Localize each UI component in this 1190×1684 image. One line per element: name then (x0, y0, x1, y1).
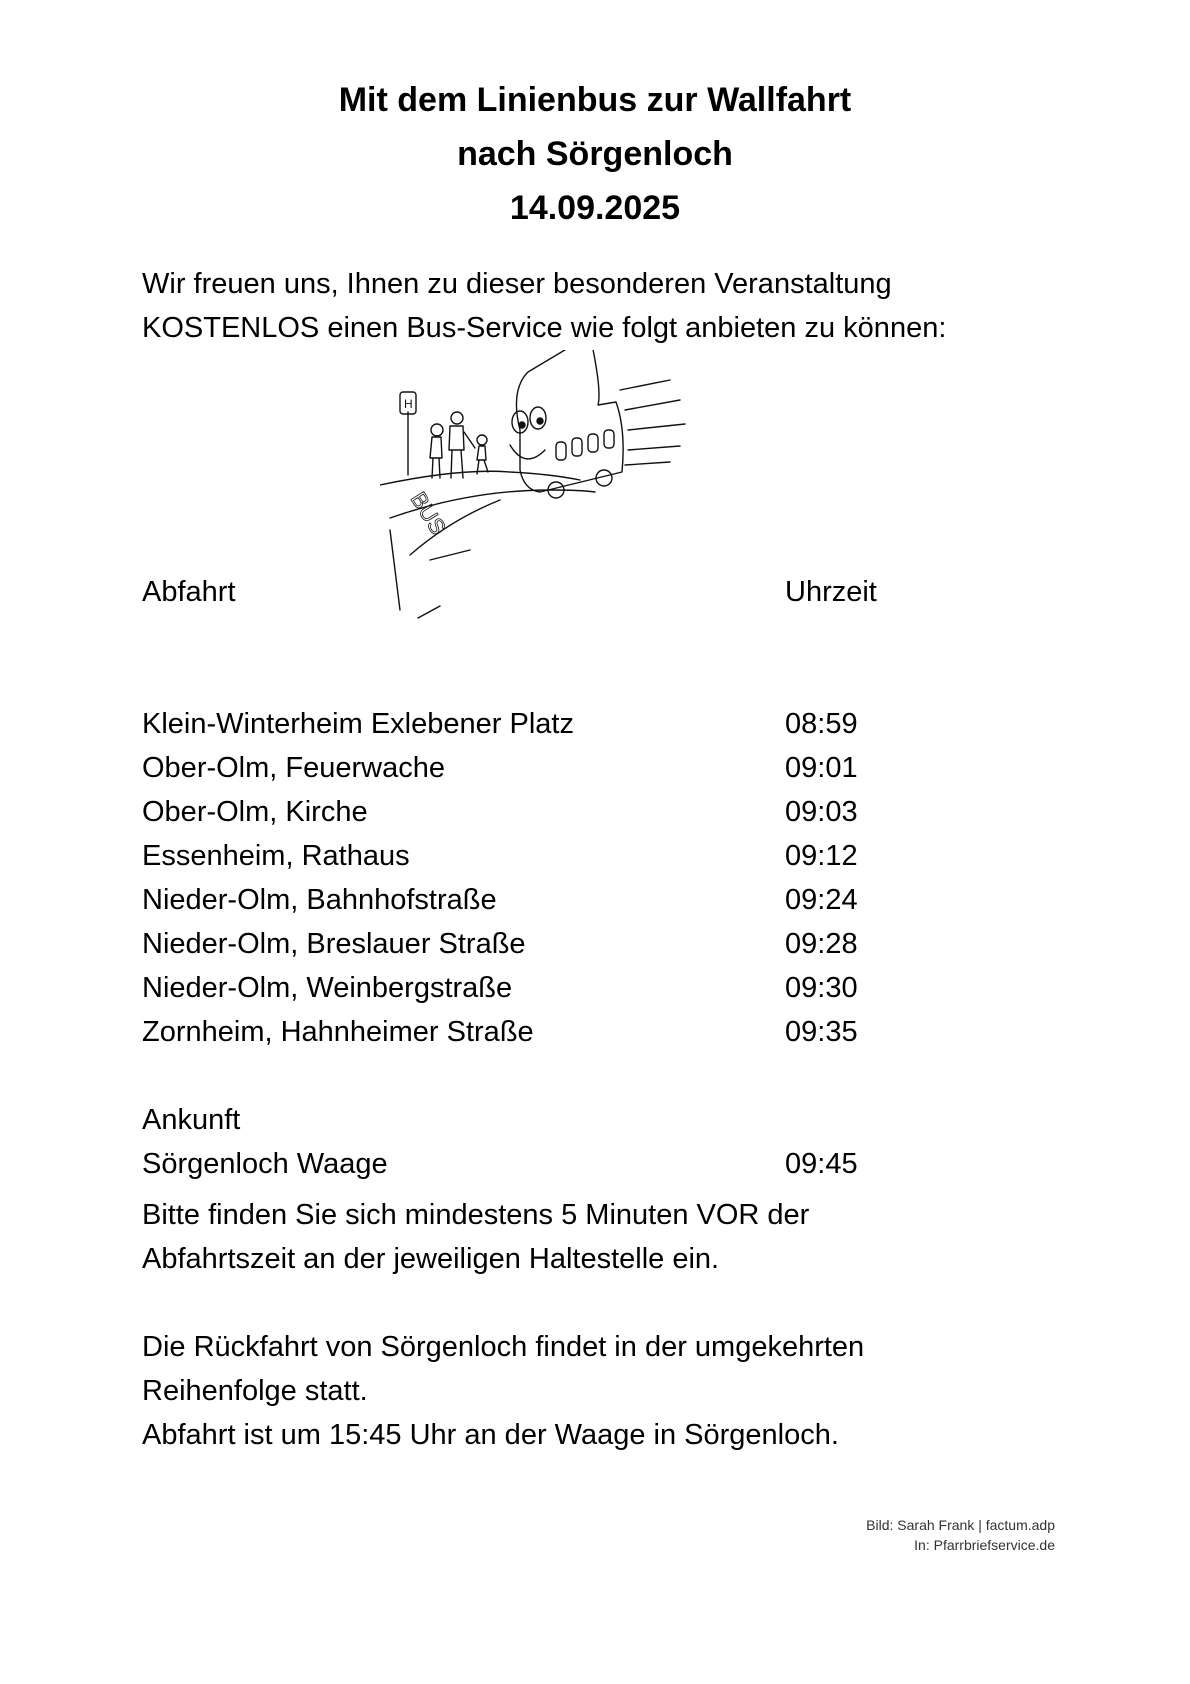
departure-time: 09:01 (785, 752, 858, 784)
return-trip-note (142, 1325, 864, 1457)
arrival-stop-name: Sörgenloch Waage (142, 1148, 388, 1180)
time-header: Uhrzeit (785, 576, 877, 608)
departure-time: 09:30 (785, 972, 858, 1004)
stop-name: Nieder-Olm, Bahnhofstraße (142, 884, 497, 916)
page-title (0, 73, 1190, 235)
arrival-time: 09:45 (785, 1148, 858, 1180)
stop-name: Zornheim, Hahnheimer Straße (142, 1016, 534, 1048)
bus-schedule (142, 570, 922, 1186)
schedule-row (142, 878, 922, 922)
stop-name: Nieder-Olm, Breslauer Straße (142, 928, 526, 960)
bus-stop-sign-text: H (404, 397, 413, 411)
road-bus-text: BUS (405, 487, 451, 540)
note2-line-3: Abfahrt ist um 15:45 Uhr an der Waage in Sörgenloch. (142, 1419, 839, 1451)
stop-name: Essenheim, Rathaus (142, 840, 410, 872)
departure-time: 09:12 (785, 840, 858, 872)
note2-line-1: Die Rückfahrt von Sörgenloch findet in der umgekehrten (142, 1331, 865, 1363)
credit-line-1: Bild: Sarah Frank | factum.adp (866, 1517, 1055, 1533)
stop-name: Klein-Winterheim Exlebener Platz (142, 708, 574, 740)
stop-name: Ober-Olm, Kirche (142, 796, 368, 828)
intro-paragraph (142, 262, 946, 350)
note2-line-2: Reihenfolge statt. (142, 1375, 368, 1407)
title-line-1: Mit dem Linienbus zur Wallfahrt (338, 81, 852, 119)
road-bus-marking (406, 487, 451, 539)
schedule-header (142, 570, 922, 658)
intro-line-2: KOSTENLOS einen Bus-Service wie folgt anbieten zu können: (142, 312, 947, 344)
schedule-row (142, 1010, 922, 1054)
credit-line-2: In: Pfarrbriefservice.de (914, 1537, 1055, 1553)
departure-time: 09:35 (785, 1016, 858, 1048)
departure-time: 08:59 (785, 708, 858, 740)
image-credit (866, 1515, 1055, 1555)
departure-time: 09:24 (785, 884, 858, 916)
schedule-row (142, 922, 922, 966)
schedule-row (142, 966, 922, 1010)
note1-line-1: Bitte finden Sie sich mindestens 5 Minuten VOR der (142, 1199, 810, 1231)
arrival-row (142, 1142, 922, 1186)
departure-time: 09:03 (785, 796, 858, 828)
stop-name: Nieder-Olm, Weinbergstraße (142, 972, 513, 1004)
departure-header: Abfahrt (142, 576, 236, 608)
schedule-row (142, 702, 922, 746)
schedule-row (142, 746, 922, 790)
title-date: 14.09.2025 (509, 189, 681, 227)
punctuality-note (142, 1193, 809, 1281)
title-line-2: nach Sörgenloch (457, 135, 733, 173)
arrival-header: Ankunft (142, 1104, 241, 1136)
stop-name: Ober-Olm, Feuerwache (142, 752, 445, 784)
arrival-header-row (142, 1098, 922, 1142)
schedule-row (142, 790, 922, 834)
departure-time: 09:28 (785, 928, 858, 960)
intro-line-1: Wir freuen uns, Ihnen zu dieser besonderen Veranstaltung (142, 268, 892, 300)
note1-line-2: Abfahrtszeit an der jeweiligen Haltestelle ein. (142, 1243, 720, 1275)
schedule-row (142, 834, 922, 878)
